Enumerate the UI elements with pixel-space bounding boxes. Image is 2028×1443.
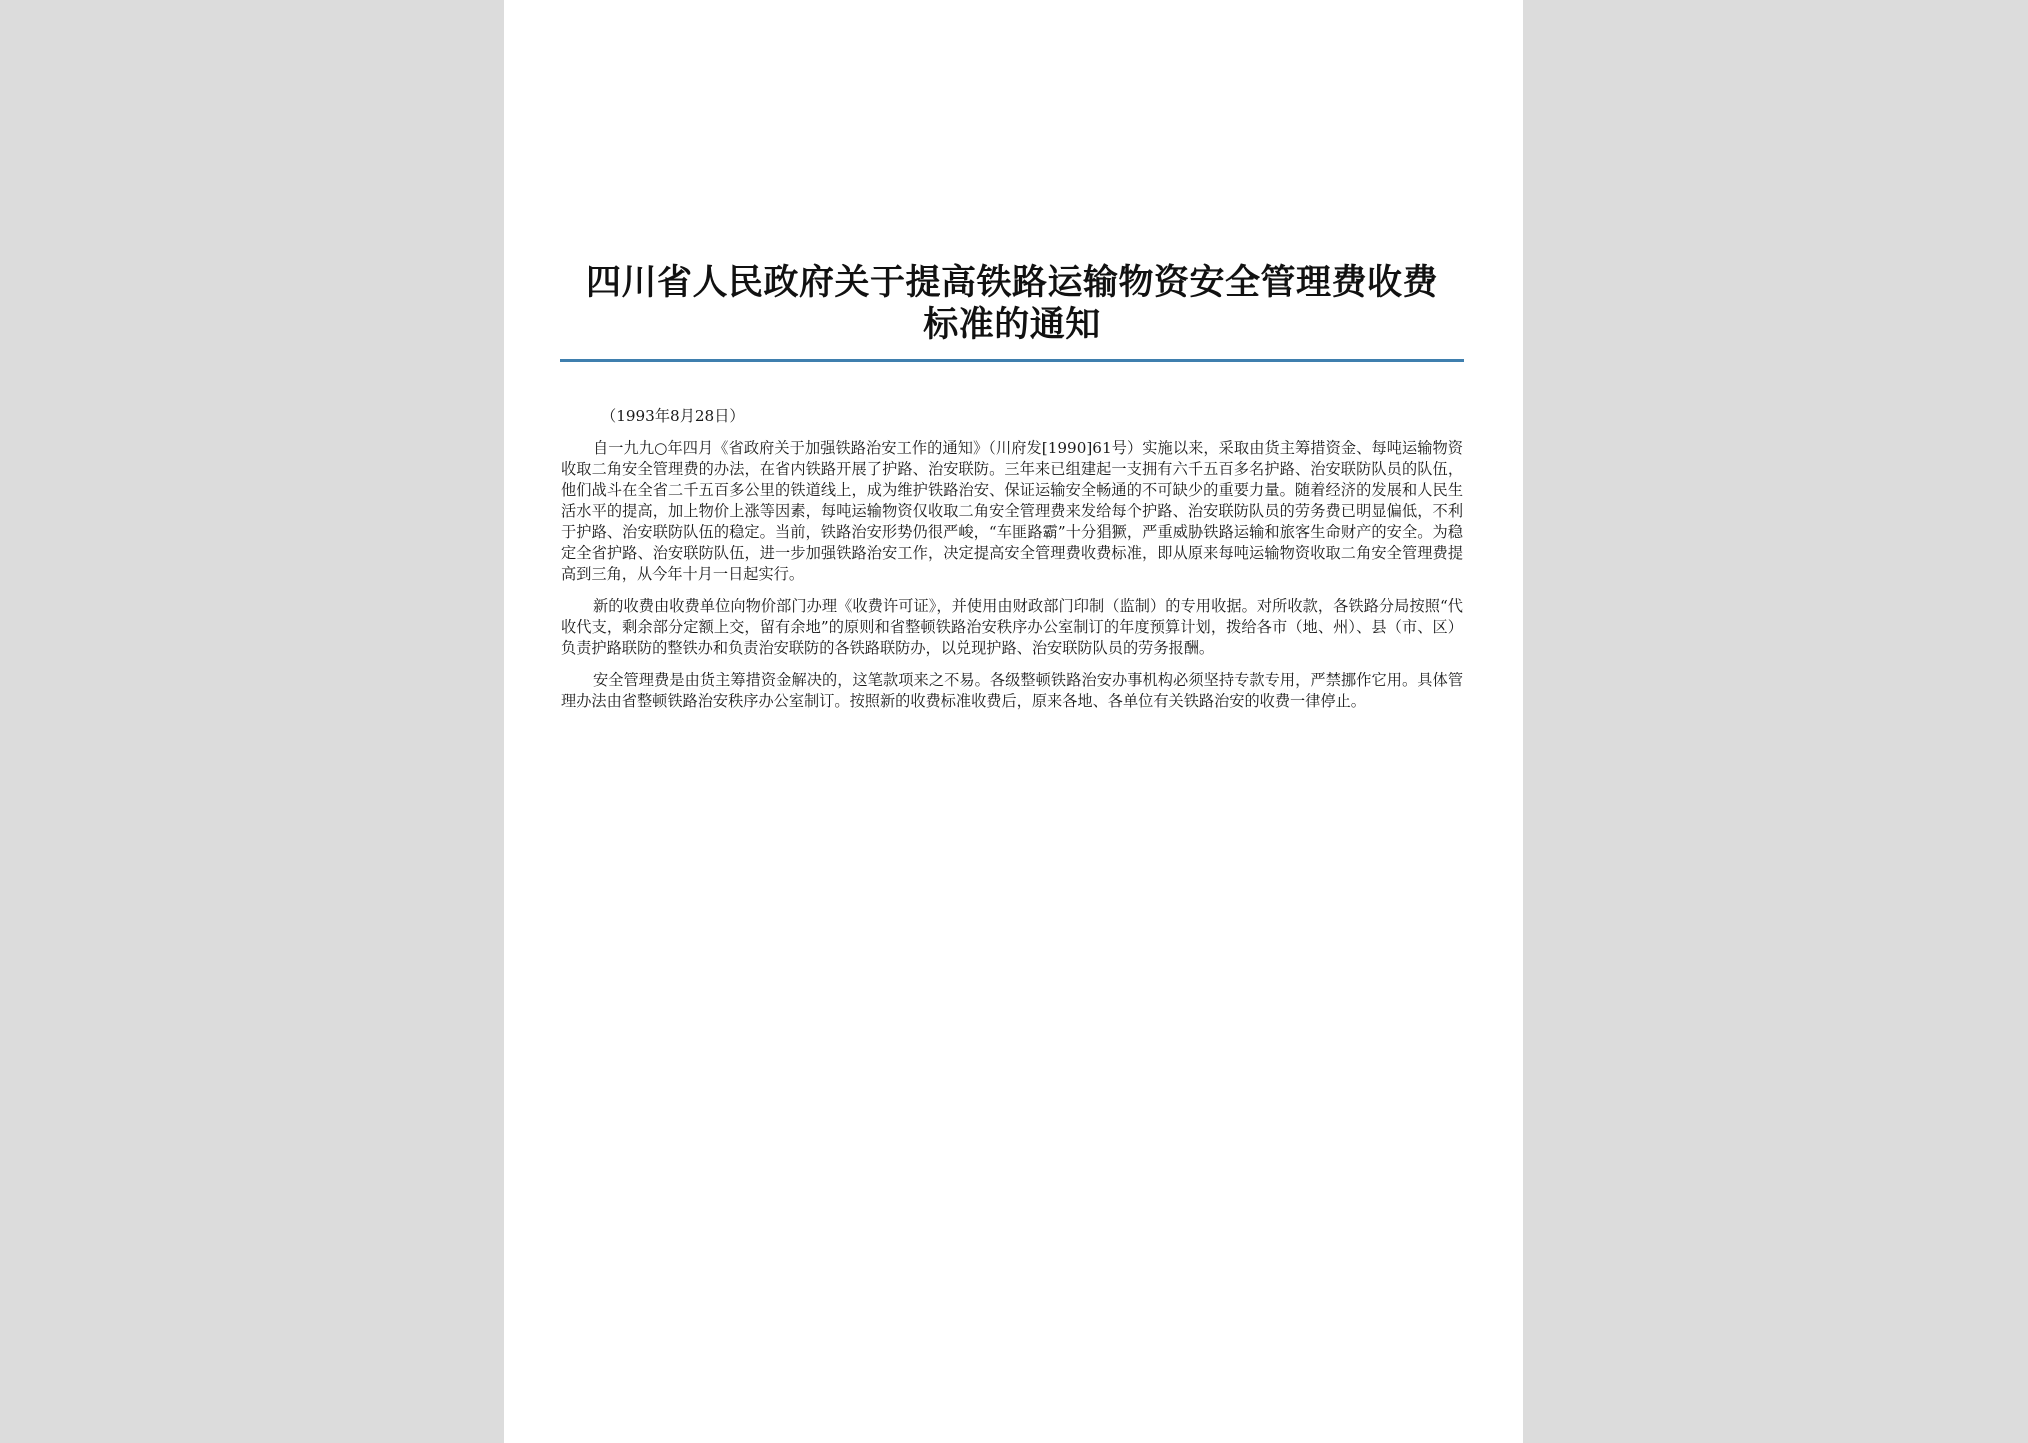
document-title — [560, 262, 1464, 346]
title-line-2: 标准的通知 — [923, 305, 1101, 345]
paragraph-1: 自一九九○年四月《省政府关于加强铁路治安工作的通知》（川府发[1990]61号）实施以来，采取由货主筹措资金、每吨运输物资收取二角安全管理费的办法，在省内铁路开展了护路、治安联防。三年来已组建起一支拥有六千五百多名护路、治安联防队员的队伍，他们战斗在全省二千五百多公里的铁道线上，成为维护铁路治安、保证运输安全畅通的不可缺少的重要力量。随着经济的发展和人民生活水平的提高，加上物价上涨等因素，每吨运输物资仅收取二角安全管理费来发给每个护路、治安联防队员的劳务费已明显偏低，不利于护路、治安联防队伍的稳定。当前，铁路治安形势仍很严峻，“车匪路霸”十分猖獗，严重威胁铁路运输和旅客生命财产的安全。为稳定全省护路、治安联防队伍，进一步加强铁路治安工作，决定提高安全管理费收费标准，即从原来每吨运输物资收取二角安全管理费提高到三角，从今年十月一日起实行。 — [561, 439, 1463, 583]
document-page — [504, 0, 1523, 1443]
title-line-1: 四川省人民政府关于提高铁路运输物资安全管理费收费 — [585, 263, 1438, 303]
paragraph-3: 安全管理费是由货主筹措资金解决的，这笔款项来之不易。各级整顿铁路治安办事机构必须坚持专款专用，严禁挪作它用。具体管理办法由省整顿铁路治安秩序办公室制订。按照新的收费标准收费后，原来各地、各单位有关铁路治安的收费一律停止。 — [561, 671, 1463, 710]
paragraph-2: 新的收费由收费单位向物价部门办理《收费许可证》，并使用由财政部门印制（监制）的专用收据。对所收款，各铁路分局按照“代收代支，剩余部分定额上交，留有余地”的原则和省整顿铁路治安秩序办公室制订的年度预算计划，拨给各市（地、州）、县（市、区）负责护路联防的整铁办和负责治安联防的各铁路联防办，以兑现护路、治安联防队员的劳务报酬。 — [561, 597, 1463, 657]
document-body — [561, 406, 1463, 723]
title-divider — [560, 359, 1464, 362]
document-date: （1993年8月28日） — [601, 407, 745, 425]
